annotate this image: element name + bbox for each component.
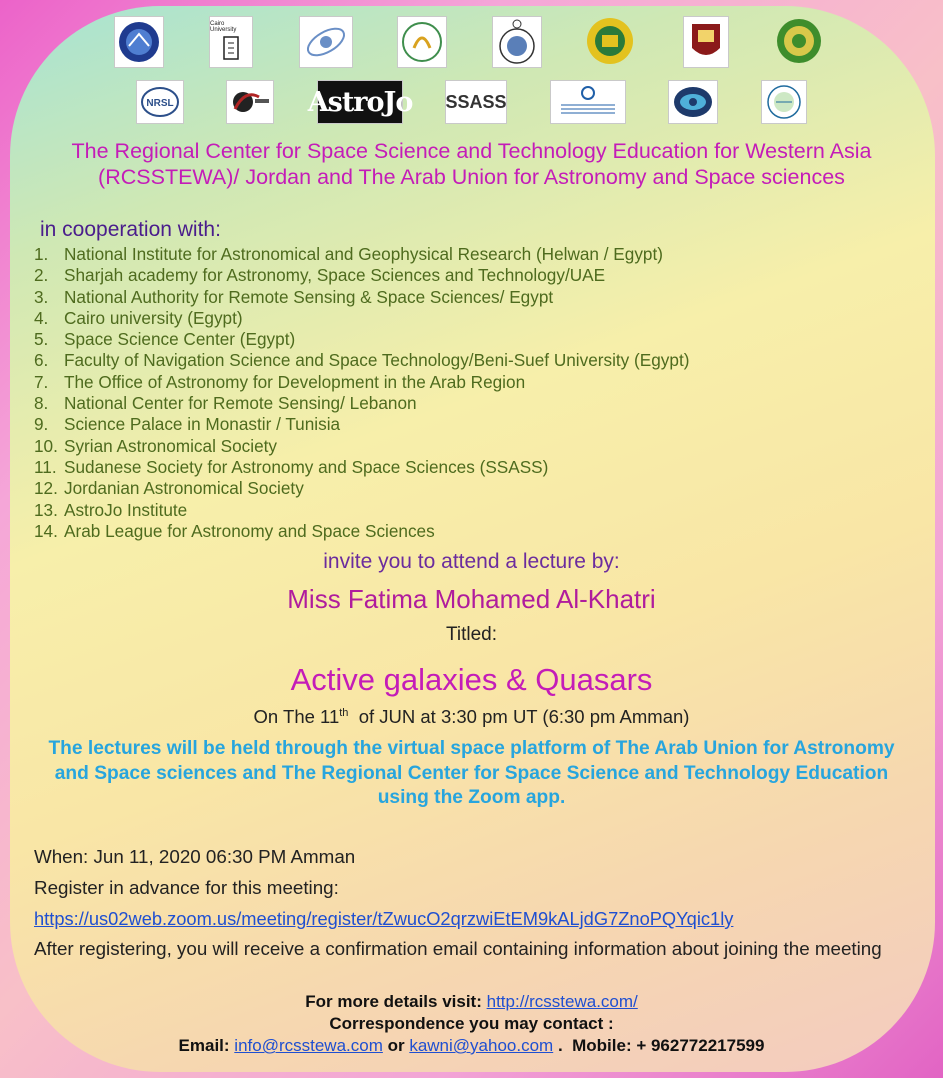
list-item: 2. Sharjah academy for Astronomy, Space Sciences and Technology/UAE	[34, 265, 606, 286]
beni-suef-university-logo-icon	[683, 16, 729, 68]
list-item: 8. National Center for Remote Sensing/ Lebanon	[34, 393, 417, 414]
list-item: 5. Space Science Center (Egypt)	[34, 329, 296, 350]
arab-office-astronomy-logo-icon	[492, 16, 542, 68]
email-link-info[interactable]: info@rcsstewa.com	[234, 1036, 383, 1055]
list-item: 4. Cairo university (Egypt)	[34, 307, 243, 328]
astrojo-logo-icon: AstroJo	[317, 80, 403, 124]
sharjah-academy-logo-icon	[226, 80, 274, 124]
meeting-when: When: Jun 11, 2020 06:30 PM Amman	[34, 846, 356, 867]
narss-logo-icon	[397, 16, 447, 68]
syrian-astronomical-society-logo-icon	[761, 80, 807, 124]
cairo-university-logo-icon: Cairo University	[209, 16, 253, 68]
science-palace-logo-icon	[550, 80, 626, 124]
platform-note: The lectures will be held through the virtual space platform of The Arab Union for Astronomy and Space sciences and The Regional Center for Space Science and Technology Education using the Zoom app.	[48, 738, 895, 808]
lecture-title: Active galaxies & Quasars	[290, 662, 653, 697]
after-register-note: After registering, you will receive a confirmation email containing information about joining the meeting	[34, 938, 882, 959]
jordanian-astronomical-society-logo-icon	[668, 80, 718, 124]
register-link[interactable]: https://us02web.zoom.us/meeting/register/tZwucO2qrzwiEtEM9kALjdG7ZnoPQYqic1ly	[34, 908, 734, 929]
nrsl-logo-icon	[136, 80, 184, 124]
list-item: 3. National Authority for Remote Sensing & Space Sciences/ Egypt	[34, 286, 554, 307]
titled-label: Titled:	[445, 624, 498, 645]
svg-text:NRSL: NRSL	[146, 98, 174, 109]
invite-text: invite you to attend a lecture by:	[323, 550, 620, 573]
navigation-faculty-logo-icon	[299, 16, 353, 68]
list-item: 1. National Institute for Astronomical and Geophysical Research (Helwan / Egypt)	[34, 244, 663, 264]
correspondence-label: Correspondence you may contact :	[329, 1014, 614, 1033]
speaker-name: Miss Fatima Mohamed Al-Khatri	[287, 584, 656, 614]
list-item: 12. Jordanian Astronomical Society	[34, 478, 304, 499]
space-science-center-logo-icon	[586, 16, 634, 66]
partner-list	[34, 244, 689, 542]
list-item: 13. AstroJo Institute	[34, 499, 188, 520]
register-label: Register in advance for this meeting:	[34, 877, 339, 898]
nriag-logo-icon	[114, 16, 164, 68]
list-item: 9. Science Palace in Monastir / Tunisia	[34, 414, 341, 435]
organizer-title: The Regional Center for Space Science and Technology Education for Western Asia (RCSSTEWA)/ Jordan and The Arab Union for Astronomy and Space sciences	[71, 139, 872, 189]
email-link-kawni[interactable]: kawni@yahoo.com	[409, 1036, 554, 1055]
cooperation-label: in cooperation with:	[40, 218, 221, 241]
website-link[interactable]: http://rcsstewa.com/	[486, 992, 638, 1011]
details-line: For more details visit: http://rcsstewa.com/	[305, 992, 638, 1011]
list-item: 14. Arab League for Astronomy and Space Sciences	[34, 520, 435, 541]
ssass-logo-icon: SSASS	[445, 80, 507, 124]
list-item: 6. Faculty of Navigation Science and Space Technology/Beni-Suef University (Egypt)	[34, 350, 690, 371]
lecture-date: On The 11th of JUN at 3:30 pm UT (6:30 pm Amman)	[253, 706, 690, 727]
list-item: 11. Sudanese Society for Astronomy and Space Sciences (SSASS)	[34, 456, 549, 477]
list-item: 10. Syrian Astronomical Society	[34, 435, 278, 456]
contact-line: Email: info@rcsstewa.com or kawni@yahoo.com . Mobile: + 962772217599	[178, 1036, 765, 1055]
list-item: 7. The Office of Astronomy for Development in the Arab Region	[34, 371, 526, 392]
arab-league-astronomy-logo-icon	[775, 16, 823, 66]
